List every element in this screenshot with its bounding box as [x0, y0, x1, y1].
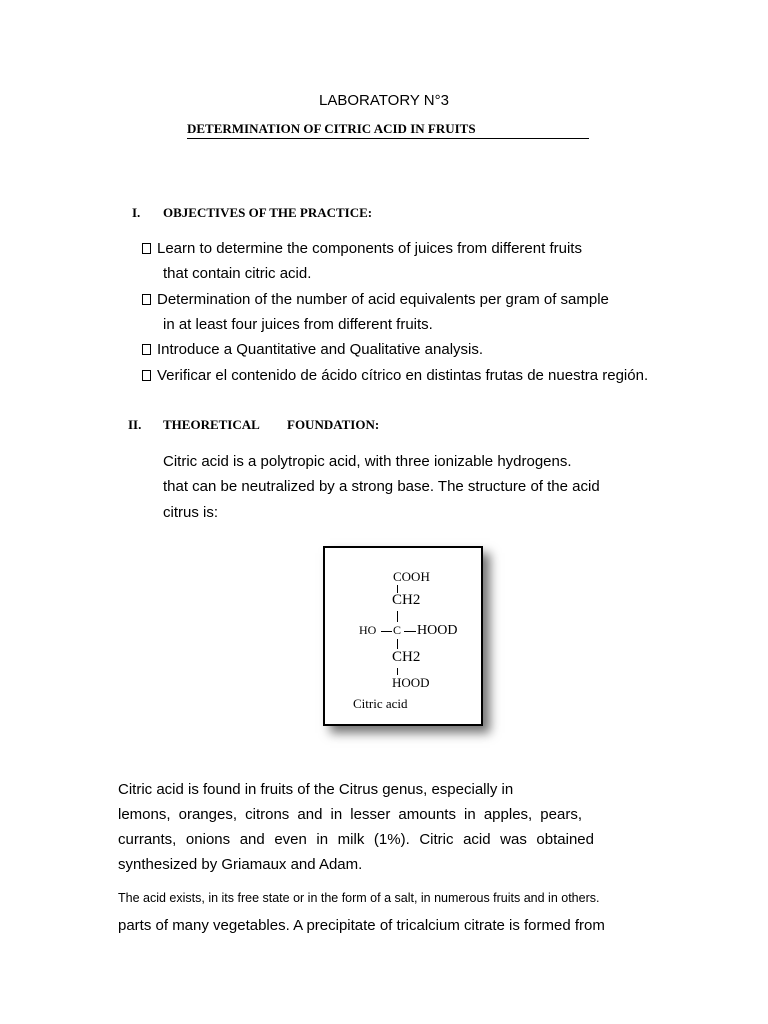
- objective-item-3: Introduce a Quantitative and Qualitative analysis.: [142, 341, 483, 358]
- paragraph1-line-3: currants, onions and even in milk (1%). Citric acid was obtained: [118, 831, 594, 848]
- paragraph2-small: The acid exists, in its free state or in the form of a salt, in numerous fruits and in others.: [118, 891, 600, 905]
- intro-line-1: Citric acid is a polytropic acid, with three ionizable hydrogens.: [163, 453, 572, 470]
- section2-heading-part2: FOUNDATION:: [287, 417, 380, 432]
- objective-item-2-cont: in at least four juices from different fruits.: [163, 316, 433, 333]
- intro-line-3: citrus is:: [163, 504, 219, 521]
- paragraph1-line-2: lemons, oranges, citrons and in lesser amounts in apples, pears,: [118, 806, 582, 823]
- objective-item-4: Verificar el contenido de ácido cítrico en distintas frutas de nuestra región.: [142, 367, 648, 384]
- objective-item-1: Learn to determine the components of juices from different fruits: [142, 240, 582, 257]
- structure-ch2-bottom: CH2: [392, 649, 421, 665]
- bond-line: [397, 668, 398, 675]
- paragraph1-line-4: synthesized by Griamaux and Adam.: [118, 856, 363, 873]
- structure-cooh: COOH: [393, 569, 430, 584]
- section1-numeral: I.: [132, 205, 141, 220]
- objective-item-2: Determination of the number of acid equivalents per gram of sample: [142, 291, 609, 308]
- document-title: DETERMINATION OF CITRIC ACID IN FRUITS: [187, 121, 589, 139]
- structure-ho: HO: [359, 623, 377, 637]
- bullet-box-icon: [142, 243, 151, 254]
- bond-line: [381, 631, 392, 632]
- structure-caption: Citric acid: [353, 696, 408, 711]
- objective-item-1-cont: that contain citric acid.: [163, 265, 312, 282]
- bullet-box-icon: [142, 344, 151, 355]
- structure-carbon: C: [393, 623, 402, 637]
- bullet-box-icon: [142, 370, 151, 381]
- bond-line: [397, 639, 398, 649]
- citric-acid-structure-figure: [323, 546, 483, 726]
- bullet-box-icon: [142, 294, 151, 305]
- structure-hood-right: HOOD: [417, 623, 458, 638]
- section2-numeral: II.: [128, 417, 142, 432]
- bond-line: [397, 611, 398, 622]
- structure-hood-bottom: HOOD: [392, 675, 430, 690]
- section1-heading: OBJECTIVES OF THE PRACTICE:: [163, 205, 373, 220]
- paragraph1-line-1: Citric acid is found in fruits of the Citrus genus, especially in: [118, 781, 514, 798]
- section2-heading-part1: THEORETICAL: [163, 417, 260, 432]
- lab-title: LABORATORY N°3: [319, 92, 449, 109]
- structure-ch2-top: CH2: [392, 592, 421, 608]
- intro-line-2: that can be neutralized by a strong base. The structure of the acid: [163, 478, 600, 495]
- paragraph2-line: parts of many vegetables. A precipitate of tricalcium citrate is formed from: [118, 917, 605, 934]
- bond-line: [404, 631, 416, 632]
